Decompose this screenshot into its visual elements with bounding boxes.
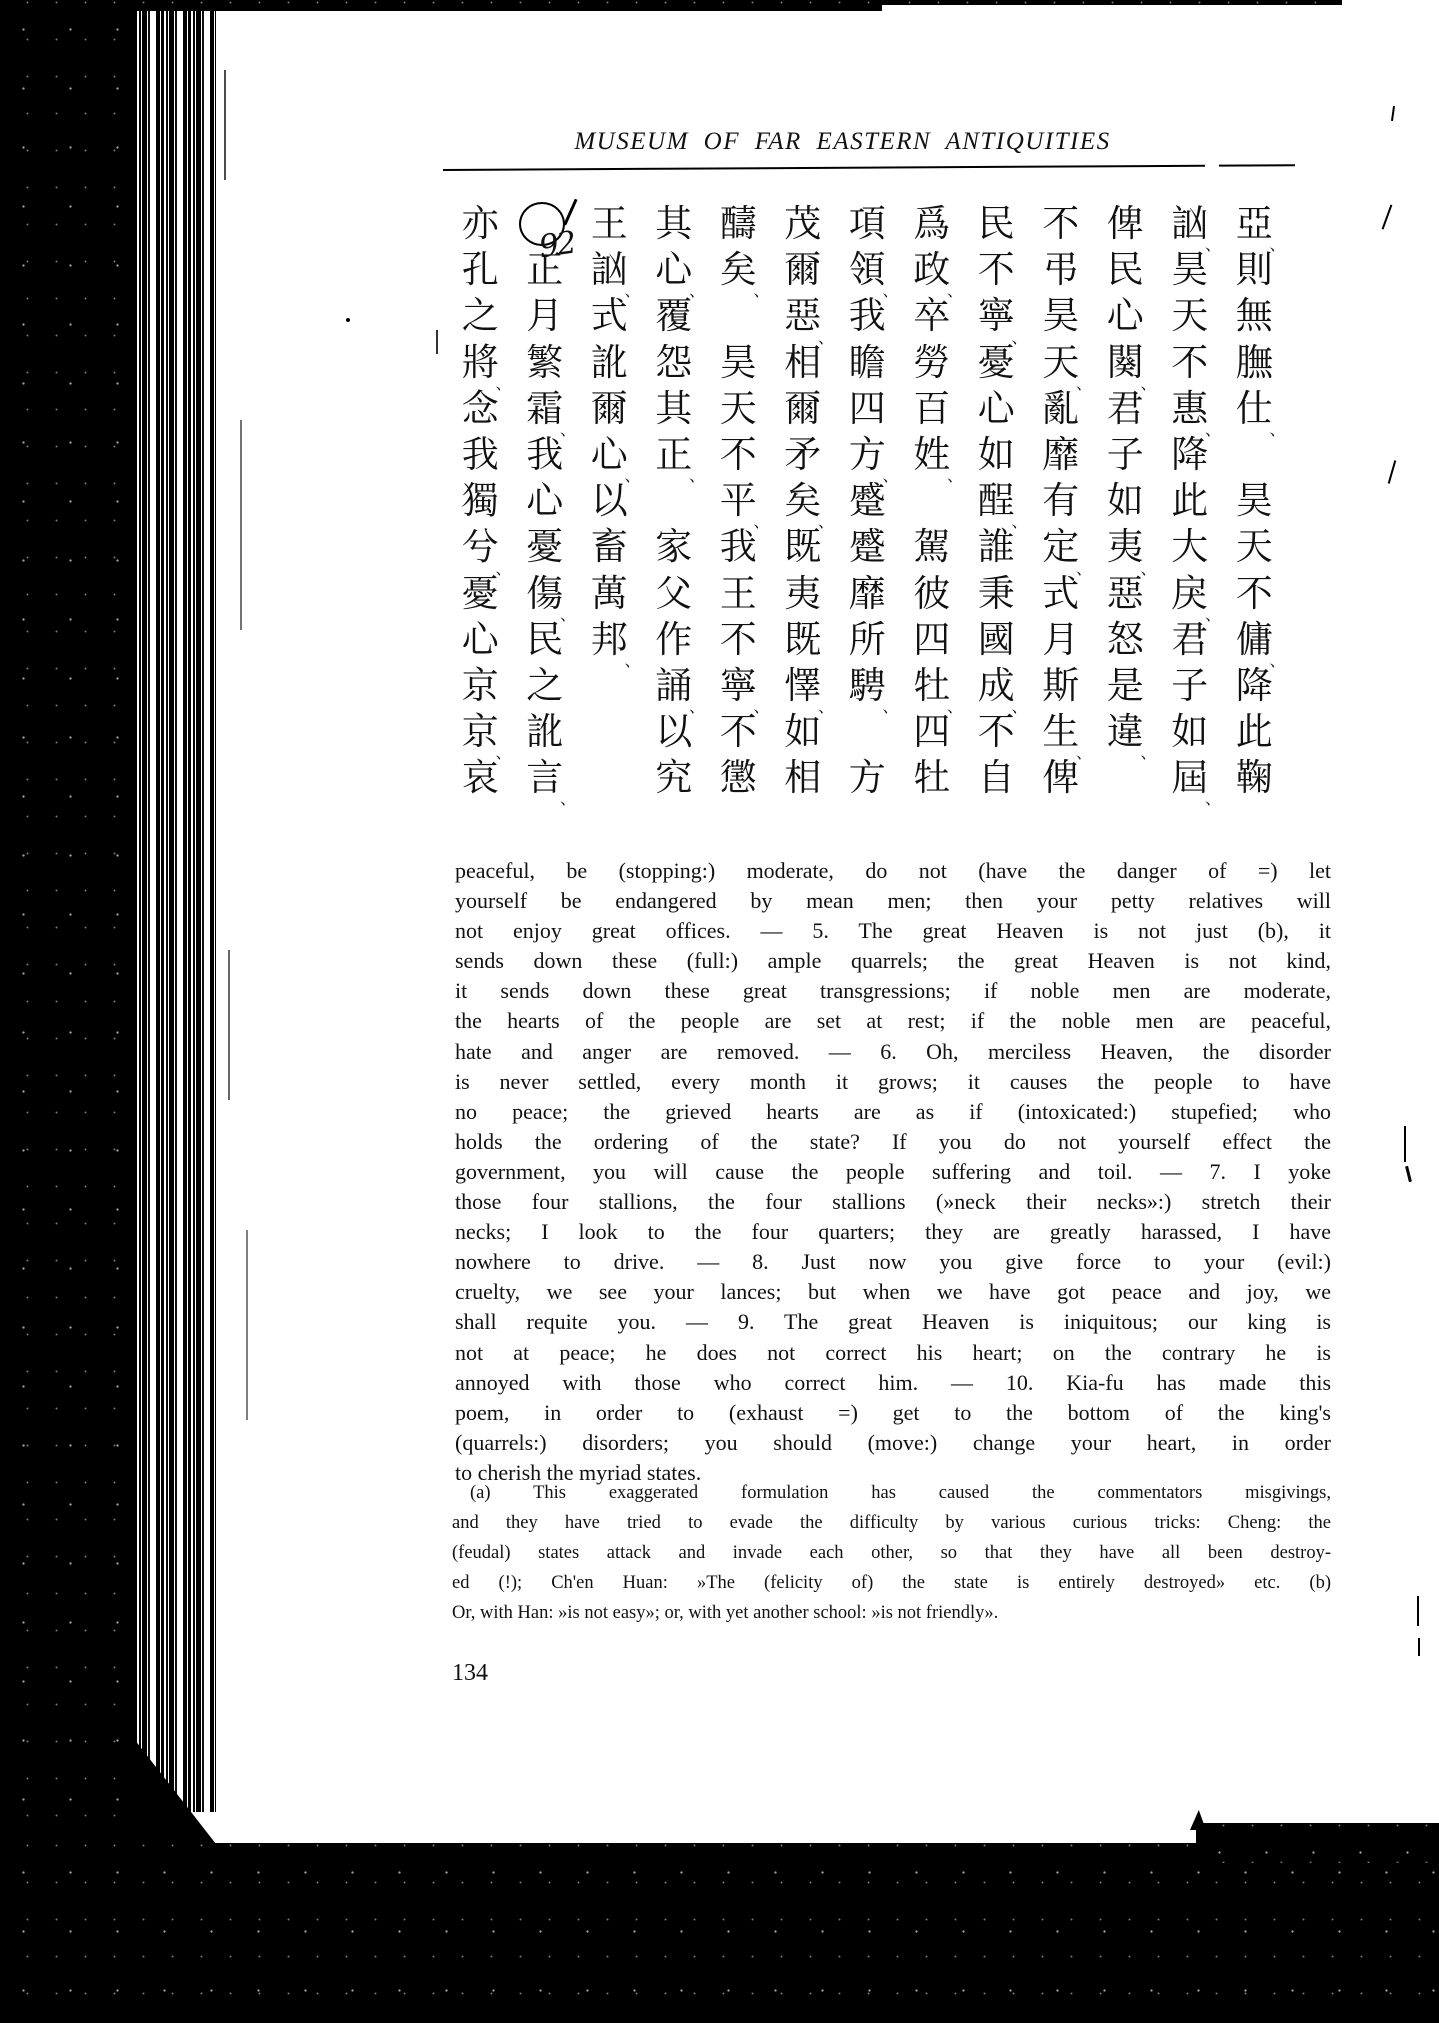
ode-char-cell: 以 xyxy=(655,712,693,754)
top-scan-band-thin xyxy=(882,0,1342,5)
ode-char-cell: 降 xyxy=(1171,434,1209,476)
ode-column xyxy=(964,202,1029,802)
ode-char-cell: 矣 、 xyxy=(784,481,834,532)
ode-char-cell: 寧 、 xyxy=(977,296,1028,347)
pause-mark: 、 xyxy=(1011,329,1028,347)
footnote-line: (feudal) states attack and invade each other, so that they have all been destroy- xyxy=(452,1543,1331,1563)
ode-column xyxy=(642,202,707,802)
ode-char-cell: 仕 、 xyxy=(1235,388,1286,439)
pause-mark: 、 xyxy=(817,699,834,717)
pause-mark: 、 xyxy=(495,560,512,578)
translation-line: to cherish the myriad states. xyxy=(455,1459,702,1485)
ode-char-cell: 憂 xyxy=(526,527,564,569)
ode-char-cell xyxy=(900,479,965,525)
footnote-line: (a) This exaggerated formulation has caused the commentators misgivings, xyxy=(470,1483,1331,1503)
ode-column xyxy=(513,202,578,809)
ode-char-cell: 懌 、 xyxy=(784,665,834,717)
ode-char-cell: 此 xyxy=(1235,712,1273,754)
ode-char-cell: 自 xyxy=(977,758,1015,800)
ode-char-cell: 傭 、 xyxy=(1235,619,1286,670)
header-rule xyxy=(443,164,1295,172)
ode-char-cell: 俾 xyxy=(1042,758,1080,800)
translation-line: nowhere to drive. — 8. Just now you give force to your (evil:) xyxy=(455,1249,1331,1275)
ode-char-cell: 如 xyxy=(1171,712,1209,754)
translation-line: not at peace; he does not correct his heart; on the contrary he is xyxy=(455,1339,1331,1365)
ode-char-cell: 子 xyxy=(1171,665,1209,707)
translation-line: poem, in order to (exhaust =) get to the bottom of the king's xyxy=(455,1399,1331,1425)
ode-char-cell: 成 、 xyxy=(977,665,1028,717)
translation-line: the hearts of the people are set at rest; if the noble men are peaceful, xyxy=(455,1008,1331,1034)
pause-mark: 、 xyxy=(1075,745,1092,763)
ode-char-cell: 天 、 xyxy=(1042,342,1092,393)
ode-char-cell: 牡 xyxy=(913,758,951,800)
ode-char-cell: 亞 、 xyxy=(1235,204,1286,255)
translation-line: cruelty, we see your lances; but when we have got peace and joy, we xyxy=(455,1279,1331,1305)
ode-char-cell xyxy=(577,664,642,710)
ode-char-cell: 昊 xyxy=(1042,296,1080,338)
pause-mark: 、 xyxy=(688,699,705,717)
ode-char-cell: 傷 、 xyxy=(526,573,576,624)
pause-mark: 、 xyxy=(688,283,705,301)
ode-column xyxy=(1158,202,1223,809)
ode-char-cell: 憂 xyxy=(977,342,1015,384)
ode-char-cell: 月 xyxy=(1042,619,1080,661)
pause-mark: 、 xyxy=(817,329,834,347)
ode-char-cell: 夷 xyxy=(784,573,822,615)
pause-mark: 、 xyxy=(946,468,963,486)
ode-char-cell: 如 xyxy=(977,434,1015,476)
page-number: 134 xyxy=(452,1660,488,1686)
ode-char-cell: 之 xyxy=(526,665,564,707)
ode-char-cell: 以 xyxy=(590,481,628,523)
ode-char-cell: 寧 、 xyxy=(719,665,770,717)
ode-char-cell xyxy=(1093,756,1158,802)
ode-char-cell: 孔 xyxy=(461,250,499,292)
ode-char-cell: 四 xyxy=(848,388,886,430)
ode-char-cell: 平 、 xyxy=(719,481,770,532)
pause-mark: 、 xyxy=(624,468,641,486)
scan-speck xyxy=(1405,1166,1412,1182)
ode-char-cell: 駕 xyxy=(913,527,951,569)
ode-char-cell: 誦 、 xyxy=(655,665,705,717)
ode-char-cell: 心 xyxy=(461,619,499,661)
ode-char-cell: 屆 、 xyxy=(1171,758,1221,809)
footnote-line: ed (!); Ch'en Huan: »The (felicity of) the state is entirely destroyed» etc. (b) xyxy=(452,1573,1331,1593)
pause-mark: 、 xyxy=(1204,606,1221,624)
ode-char-cell: 闋 、 xyxy=(1106,342,1157,393)
footnote-line: Or, with Han: »is not easy»; or, with yet another school: »is not friendly». xyxy=(452,1603,999,1623)
ode-char-cell: 訩 、 xyxy=(590,250,641,301)
translation-line: annoyed with those who correct him. — 10. Kia-fu has made this xyxy=(455,1369,1331,1395)
pause-mark: 、 xyxy=(882,468,899,486)
ode-grid xyxy=(448,202,1287,809)
ode-char-cell: 生 、 xyxy=(1042,712,1092,763)
ode-char-cell xyxy=(835,710,900,756)
translation-line: necks; I look to the four quarters; they are greatly harassed, I have xyxy=(455,1219,1331,1245)
ode-char-cell: 昊 xyxy=(719,342,757,384)
ode-char-cell: 念 xyxy=(461,388,499,430)
ode-char-cell: 夷 、 xyxy=(1106,527,1157,578)
ode-char-cell: 萬 xyxy=(590,573,628,615)
translation-line: hate and anger are removed. — 6. Oh, merciless Heaven, the disorder xyxy=(455,1038,1331,1064)
ode-char-cell: 將 、 xyxy=(461,342,512,393)
ode-char-cell: 訛 xyxy=(590,342,628,384)
ode-char-cell: 心 、 xyxy=(590,434,641,486)
ode-char-cell: 惡 xyxy=(1106,573,1144,615)
ode-char-cell: 則 xyxy=(1235,250,1273,292)
pause-mark: 、 xyxy=(1011,699,1028,717)
scan-dot xyxy=(346,318,350,322)
ode-char-cell: 正 xyxy=(526,250,564,292)
ode-char-cell: 民 xyxy=(526,619,564,661)
ode-char-cell: 亂 xyxy=(1042,388,1080,430)
ode-char-cell: 國 xyxy=(977,619,1015,661)
ode-char-cell: 如 xyxy=(1106,481,1144,523)
pause-mark: 、 xyxy=(1204,421,1221,439)
bottom-scan-band xyxy=(0,1843,1439,2023)
ode-char-cell: 不 xyxy=(1042,204,1080,245)
scan-speck xyxy=(1391,106,1395,121)
ode-char-cell: 覆 xyxy=(655,296,693,338)
ode-char-cell: 領 、 xyxy=(848,250,899,301)
ode-char-cell: 百 xyxy=(913,388,951,430)
scan-streak xyxy=(224,70,226,180)
ode-char-cell: 矣 、 xyxy=(719,250,770,301)
ode-column xyxy=(900,202,965,802)
ode-char-cell: 方 xyxy=(848,758,886,800)
pause-mark: 、 xyxy=(624,283,641,301)
ode-char-cell: 心 xyxy=(1106,296,1144,338)
translation-line: is never settled, every month it grows; it causes the people to have xyxy=(455,1068,1331,1094)
ode-char-cell: 茂 xyxy=(784,204,822,245)
ode-char-cell xyxy=(577,710,642,756)
pause-mark: 、 xyxy=(624,652,641,670)
ode-char-cell: 邦 、 xyxy=(590,619,641,670)
ode-char-cell: 有 xyxy=(1042,481,1080,523)
ode-char-cell: 月 xyxy=(526,296,564,338)
bottom-right-scan-band xyxy=(1196,1823,1439,1863)
ode-char-cell: 昊 xyxy=(1235,481,1273,523)
ode-char-cell: 其 xyxy=(655,388,693,430)
pause-mark: 、 xyxy=(817,514,834,532)
ode-char-cell: 此 xyxy=(1171,481,1209,523)
scan-speck xyxy=(1382,204,1393,229)
ode-char-cell: 天 xyxy=(719,388,757,430)
ode-char-cell: 牡 、 xyxy=(913,665,963,717)
ode-char-cell: 無 xyxy=(1235,296,1273,338)
ode-char-cell: 鞠 xyxy=(1235,758,1273,800)
ode-char-cell: 獨 xyxy=(461,481,499,523)
translation-line: (quarrels:) disorders; you should (move:) change your heart, in order xyxy=(455,1429,1331,1455)
pause-mark: 、 xyxy=(1075,560,1092,578)
translation-line: holds the ordering of the state? If you do not yourself effect the xyxy=(455,1128,1331,1154)
ode-char-cell: 王 xyxy=(719,573,757,615)
book-gutter-black-band xyxy=(0,0,134,2023)
pause-mark: 、 xyxy=(1140,375,1157,393)
ode-char-cell: 君 xyxy=(1106,388,1144,430)
ode-char-cell: 酲 、 xyxy=(977,481,1028,532)
scan-speck xyxy=(1417,1596,1419,1626)
ode-char-cell: 秉 xyxy=(977,573,1015,615)
ode-char-cell: 不 xyxy=(1235,573,1273,615)
ode-char-cell: 繁 xyxy=(526,342,564,384)
ode-char-cell: 騁 、 xyxy=(848,665,899,717)
ode-char-cell: 大 xyxy=(1171,527,1209,569)
ode-column xyxy=(1029,202,1094,802)
pause-mark: 、 xyxy=(753,283,770,301)
ode-char-cell: 四 xyxy=(913,712,951,754)
ode-char-cell: 膴 xyxy=(1235,342,1273,384)
ode-char-cell: 憂 xyxy=(461,573,499,615)
translation-line: peaceful, be (stopping:) moderate, do not (have the danger of =) let xyxy=(455,858,1331,883)
scan-notch xyxy=(1190,1810,1206,1830)
ode-char-cell: 懲 xyxy=(719,758,757,800)
ode-char-cell: 醻 xyxy=(719,204,757,245)
ode-char-cell: 瞻 xyxy=(848,342,886,384)
pause-mark: 、 xyxy=(1204,237,1221,255)
scan-speck xyxy=(1418,1638,1420,1656)
top-scan-band xyxy=(0,0,882,11)
ode-char-cell: 俾 xyxy=(1106,204,1144,245)
ode-char-cell: 民 xyxy=(1106,250,1144,292)
pause-mark: 、 xyxy=(1140,745,1157,763)
ode-char-cell: 爾 xyxy=(784,388,822,430)
ode-char-cell: 式 xyxy=(590,296,628,338)
pause-mark: 、 xyxy=(559,606,576,624)
ode-char-cell: 怨 xyxy=(655,342,693,384)
ode-char-cell: 四 xyxy=(913,619,951,661)
ode-char-cell: 戾 、 xyxy=(1171,573,1221,624)
pause-mark: 、 xyxy=(1075,375,1092,393)
ode-char-cell: 誰 xyxy=(977,527,1015,569)
pause-mark: 、 xyxy=(559,791,576,809)
pause-mark: 、 xyxy=(946,699,963,717)
ode-char-cell xyxy=(513,202,578,266)
ode-char-cell: 蹙 xyxy=(848,527,886,569)
ode-char-cell: 違 、 xyxy=(1106,712,1157,763)
ode-column xyxy=(1093,202,1158,802)
ode-char-cell: 卒 xyxy=(913,296,951,338)
translation-line: not enjoy great offices. — 5. The great Heaven is not just (b), it xyxy=(455,918,1331,944)
ode-char-cell: 畜 xyxy=(590,527,628,569)
scan-speck xyxy=(1404,1126,1406,1162)
translation-paragraph xyxy=(455,856,1331,1488)
ode-char-cell: 我 xyxy=(848,296,886,338)
ode-char-cell: 作 xyxy=(655,619,693,661)
ode-char-cell: 降 xyxy=(1235,665,1273,707)
pause-mark: 、 xyxy=(1269,652,1286,670)
ode-char-cell: 不 xyxy=(1171,342,1209,384)
ode-char-cell: 方 、 xyxy=(848,434,899,486)
ode-char-cell: 我 xyxy=(719,527,757,569)
ode-char-cell: 不 xyxy=(977,250,1015,292)
ode-char-cell xyxy=(706,294,771,340)
ode-char-cell: 之 xyxy=(461,296,499,338)
ode-char-cell: 靡 xyxy=(848,573,886,615)
ode-char-cell: 京 xyxy=(461,665,499,707)
ode-char-cell: 其 xyxy=(655,204,693,245)
ode-char-cell: 心 xyxy=(977,388,1015,430)
translation-line: no peace; the grieved hearts are as if (intoxicated:) stupefied; who xyxy=(455,1098,1331,1124)
translation-line: it sends down these great transgressions; if noble men are moderate, xyxy=(455,978,1331,1004)
translation-line: those four stallions, the four stallions (»neck their necks»:) stretch their xyxy=(455,1189,1331,1215)
ode-column xyxy=(835,202,900,802)
ode-char-cell: 既 xyxy=(784,619,822,661)
pause-mark: 、 xyxy=(882,283,899,301)
scan-streak xyxy=(240,420,242,630)
ode-char-cell: 兮 、 xyxy=(461,527,512,578)
ode-char-cell: 昊 xyxy=(1171,250,1209,292)
ode-char-cell: 君 xyxy=(1171,619,1209,661)
ode-char-cell: 訩 、 xyxy=(1171,204,1221,255)
ode-char-cell: 天 xyxy=(1171,296,1209,338)
ode-column xyxy=(577,202,642,802)
ode-char-cell: 怒 xyxy=(1106,619,1144,661)
ode-char-cell: 究 xyxy=(655,758,693,800)
translation-line: yourself be endangered by mean men; then your petty relatives will xyxy=(455,888,1331,914)
pause-mark: 、 xyxy=(688,468,705,486)
ode-column xyxy=(706,202,771,802)
pause-mark: 、 xyxy=(1269,237,1286,255)
translation-line: shall requite you. — 9. The great Heaven is iniquitous; our king is xyxy=(455,1309,1331,1335)
ode-char-cell: 我 xyxy=(526,434,564,476)
ode-column xyxy=(448,202,513,802)
ode-char-cell: 彼 xyxy=(913,573,951,615)
pause-mark: 、 xyxy=(1204,791,1221,809)
ode-char-cell: 相 xyxy=(784,342,822,384)
ode-char-cell: 亦 xyxy=(461,204,499,245)
ode-char-cell: 心 、 xyxy=(655,250,705,301)
ode-char-cell: 是 xyxy=(1106,665,1144,707)
ode-char-cell xyxy=(642,479,707,525)
ode-char-cell: 定 、 xyxy=(1042,527,1092,578)
scan-streak xyxy=(228,950,230,1100)
ode-char-cell: 弔 xyxy=(1042,250,1080,292)
ode-char-cell: 項 xyxy=(848,204,886,245)
ode-char-cell: 式 xyxy=(1042,573,1080,615)
pause-mark: 、 xyxy=(946,283,963,301)
journal-header: MUSEUM OF FAR EASTERN ANTIQUITIES xyxy=(574,128,1111,155)
ode-char-cell: 京 、 xyxy=(461,712,512,763)
pause-mark: 、 xyxy=(559,421,576,439)
pause-mark: 、 xyxy=(882,699,899,717)
pause-mark: 、 xyxy=(753,514,770,532)
ode-char-cell: 不 xyxy=(977,712,1015,754)
ode-char-cell: 不 xyxy=(719,434,757,476)
scan-speck xyxy=(436,330,438,354)
ode-char-cell: 靡 xyxy=(1042,434,1080,476)
ode-char-cell: 霜 、 xyxy=(526,388,576,439)
pause-mark: 、 xyxy=(1140,560,1157,578)
ode-char-cell: 相 xyxy=(784,758,822,800)
ode-char-cell: 政 、 xyxy=(913,250,963,301)
ode-char-cell: 爲 xyxy=(913,204,951,245)
ode-char-cell: 惠 、 xyxy=(1171,388,1221,439)
ode-column xyxy=(771,202,836,802)
ode-char-cell: 既 xyxy=(784,527,822,569)
translation-line: sends down these (full:) ample quarrels; the great Heaven is not kind, xyxy=(455,948,1331,974)
ode-char-cell: 斯 xyxy=(1042,665,1080,707)
ode-char-cell xyxy=(1222,433,1287,479)
ode-char-cell: 爾 xyxy=(590,388,628,430)
pause-mark: 、 xyxy=(1269,421,1286,439)
ode-char-cell: 天 xyxy=(1235,527,1273,569)
pause-mark: 、 xyxy=(495,745,512,763)
ode-char-cell: 矛 xyxy=(784,434,822,476)
ode-char-cell: 訛 xyxy=(526,712,564,754)
ode-char-cell: 父 xyxy=(655,573,693,615)
pause-mark: 、 xyxy=(753,699,770,717)
ode-char-cell: 心 xyxy=(526,481,564,523)
pause-mark: 、 xyxy=(1011,514,1028,532)
ode-char-cell xyxy=(577,756,642,802)
ode-char-cell: 我 xyxy=(461,434,499,476)
ode-char-cell: 子 xyxy=(1106,434,1144,476)
pause-mark: 、 xyxy=(495,375,512,393)
ode-char-cell: 哀 xyxy=(461,758,499,800)
footnote-line: and they have tried to evade the difficulty by various curious tricks: Cheng: the xyxy=(452,1513,1331,1533)
ode-char-cell: 蹙 xyxy=(848,481,886,523)
ode-char-cell: 民 xyxy=(977,204,1015,245)
handwritten-ode-number: 92 xyxy=(536,224,577,266)
ode-column xyxy=(1222,202,1287,802)
ode-char-cell: 不 xyxy=(719,712,757,754)
ode-char-cell: 爾 xyxy=(784,250,822,292)
ode-char-cell: 勞 xyxy=(913,342,951,384)
ode-char-cell: 家 xyxy=(655,527,693,569)
ode-char-cell: 言 、 xyxy=(526,758,576,809)
footnote xyxy=(452,1478,1331,1628)
ode-char-cell: 如 xyxy=(784,712,822,754)
ode-char-cell: 正 、 xyxy=(655,434,705,486)
scan-speck xyxy=(1388,460,1397,484)
ode-char-cell: 所 xyxy=(848,619,886,661)
ode-char-cell: 姓 、 xyxy=(913,434,963,486)
ode-char-cell: 惡 、 xyxy=(784,296,834,347)
page-edge-streaks xyxy=(134,6,216,1812)
scan-streak xyxy=(246,1230,248,1420)
ode-char-cell: 王 xyxy=(590,204,628,245)
ode-char-cell: 不 xyxy=(719,619,757,661)
translation-line: government, you will cause the people suffering and toil. — 7. I yoke xyxy=(455,1158,1331,1184)
